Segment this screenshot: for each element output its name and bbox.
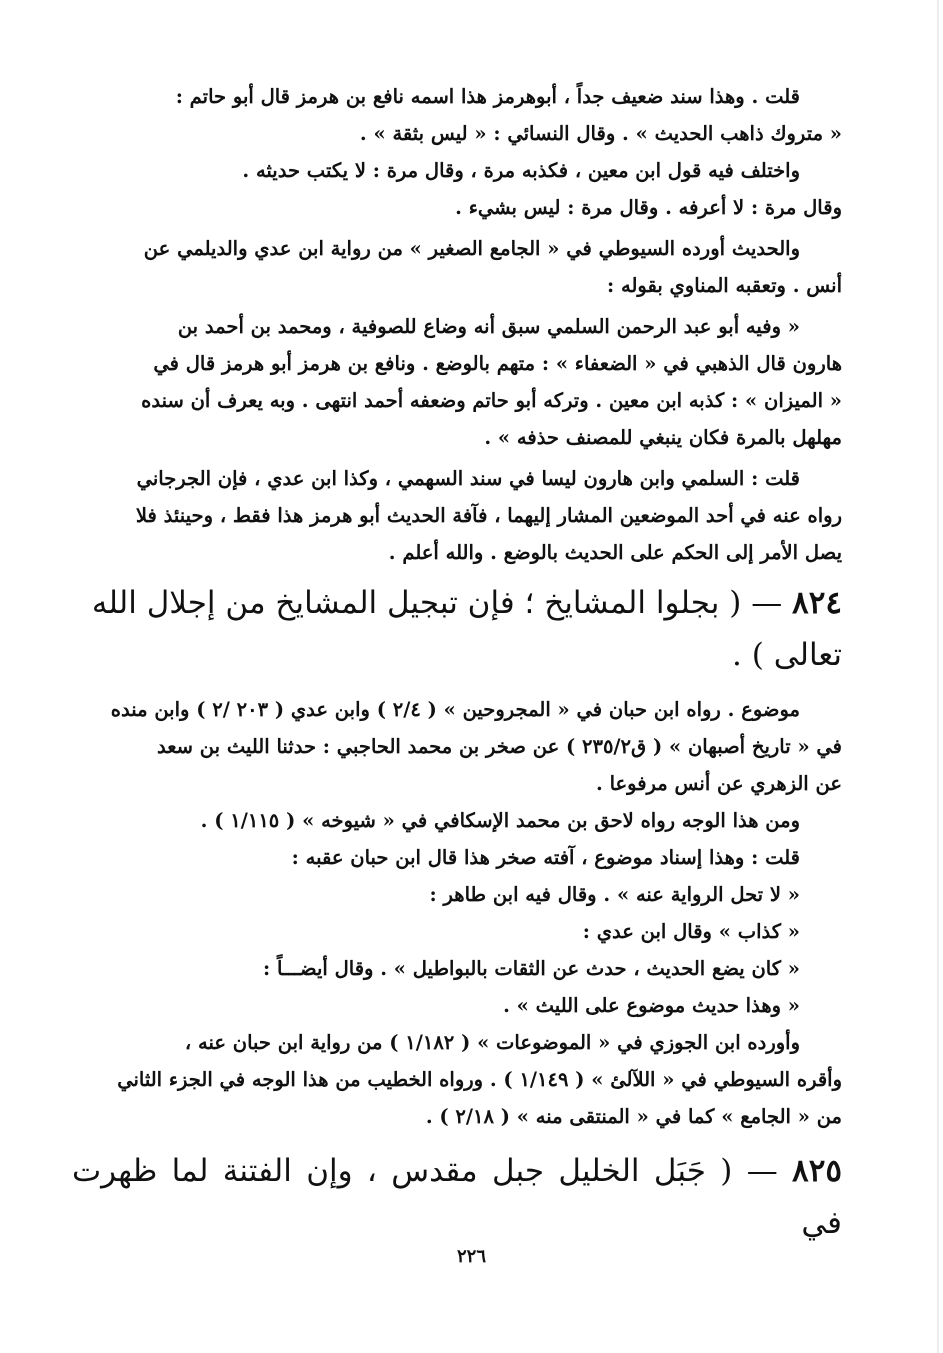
paragraph-ibn-jawzi bbox=[72, 1024, 842, 1135]
text-line: واختلف فيه قول ابن معين ، فكذبه مرة ، وقال مرة : لا يكتب حديثه . bbox=[242, 159, 800, 182]
hadith-dash: — bbox=[751, 585, 783, 621]
text-line bbox=[72, 691, 842, 728]
text-run: . رواه ابن حبان في « المجروحين » ( ٢/٤ ) وابن عدي ( ٢٠٣ /٢ ) وابن منده bbox=[110, 698, 735, 721]
text-line: يصل الأمر إلى الحكم على الحديث بالوضع . والله أعلم . bbox=[388, 541, 842, 564]
paragraph-suyuti bbox=[72, 230, 842, 304]
text-line: وقال مرة : لا أعرفه . وقال مرة : ليس بشيء . bbox=[455, 196, 842, 219]
page-number: ٢٢٦ bbox=[456, 1246, 486, 1267]
text-line: « كان يضع الحديث ، حدث عن الثقات بالبواطيل » . وقال أيضـــاً : bbox=[262, 957, 800, 980]
text-line: قلت : وهذا إسناد موضوع ، آفته صخر هذا قال ابن حبان عقبه : bbox=[291, 846, 800, 869]
text-line: من « الجامع » كما في « المنتقى منه » ( ٢/١٨ ) . bbox=[425, 1105, 842, 1128]
paragraph-takhrij-824 bbox=[72, 691, 842, 802]
hadith-text: ( بجلوا المشايخ ؛ فإن تبجيل المشايخ من إجلال الله bbox=[91, 585, 742, 621]
text-line: قلت . وهذا سند ضعيف جداً ، أبوهرمز هذا اسمه نافع بن هرمز قال أبو حاتم : bbox=[175, 85, 800, 108]
hadith-824-line1 bbox=[72, 577, 842, 629]
paragraph-sakhr bbox=[72, 839, 842, 1024]
text-line: ومن هذا الوجه رواه لاحق بن محمد الإسكافي في « شيوخه » ( ١/١١٥ ) . bbox=[200, 809, 800, 832]
text-line: والحديث أورده السيوطي في « الجامع الصغير » من رواية ابن عدي والديلمي عن bbox=[143, 237, 800, 260]
hadith-824-heading bbox=[72, 577, 842, 681]
text-line: « الميزان » : كذبه ابن معين . وتركه أبو حاتم وضعفه أحمد انتهى . وبه يعرف أن سنده bbox=[141, 389, 842, 412]
page-body bbox=[72, 78, 842, 1259]
hadith-825-line1 bbox=[72, 1145, 842, 1249]
text-line: « وهذا حديث موضوع على الليث » . bbox=[503, 994, 800, 1017]
hadith-number: ٨٢٤ bbox=[792, 585, 842, 621]
hadith-text: ( جَبَل الخليل جبل مقدس ، وإن الفتنة لما ظهرت في bbox=[72, 1153, 842, 1241]
text-line: « كذاب » وقال ابن عدي : bbox=[582, 920, 800, 943]
text-line: عن الزهري عن أنس مرفوعا . bbox=[596, 772, 842, 795]
text-line: « وفيه أبو عبد الرحمن السلمي سبق أنه وضاع للصوفية ، ومحمد بن أحمد بن bbox=[177, 315, 800, 338]
hadith-825-heading bbox=[72, 1145, 842, 1249]
text-line: « متروك ذاهب الحديث » . وقال النسائي : « ليس بثقة » . bbox=[359, 122, 842, 145]
text-line: في « تاريخ أصبهان » ( ق٢٣٥/٢ ) عن صخر بن محمد الحاجبي : حدثنا الليث بن سعد bbox=[156, 735, 842, 758]
text-line: وأقره السيوطي في « اللآلئ » ( ١/١٤٩ ) . ورواه الخطيب من هذا الوجه في الجزء الثاني bbox=[117, 1068, 842, 1091]
hadith-number: ٨٢٥ bbox=[792, 1153, 842, 1189]
hadith-824-line2: تعالى ) . bbox=[732, 637, 842, 673]
verdict-label: موضوع bbox=[741, 698, 800, 721]
text-line: مهلهل بالمرة فكان ينبغي للمصنف حذفه » . bbox=[484, 426, 842, 449]
paragraph-lahiq bbox=[72, 802, 842, 839]
paragraph-conclusion bbox=[72, 460, 842, 571]
text-line: « لا تحل الرواية عنه » . وقال فيه ابن طاهر : bbox=[429, 883, 800, 906]
text-line: وأورده ابن الجوزي في « الموضوعات » ( ١/١٨٢ ) من رواية ابن حبان عنه ، bbox=[184, 1031, 800, 1054]
hadith-dash: — bbox=[746, 1153, 778, 1189]
paragraph-ibn-maeen bbox=[72, 152, 842, 226]
paragraph-abu-hurmuz bbox=[72, 78, 842, 152]
text-line: أنس . وتعقبه المناوي بقوله : bbox=[607, 274, 842, 297]
paragraph-munawi-quote bbox=[72, 308, 842, 456]
text-line: هارون قال الذهبي في « الضعفاء » : متهم بالوضع . ونافع بن هرمز أبو هرمز قال في bbox=[153, 352, 842, 375]
text-line: رواه عنه في أحد الموضعين المشار إليهما ، فآفة الحديث أبو هرمز هذا فقط ، وحينئذ فلا bbox=[135, 504, 842, 527]
text-line: قلت : السلمي وابن هارون ليسا في سند السهمي ، وكذا ابن عدي ، فإن الجرجاني bbox=[136, 467, 800, 490]
